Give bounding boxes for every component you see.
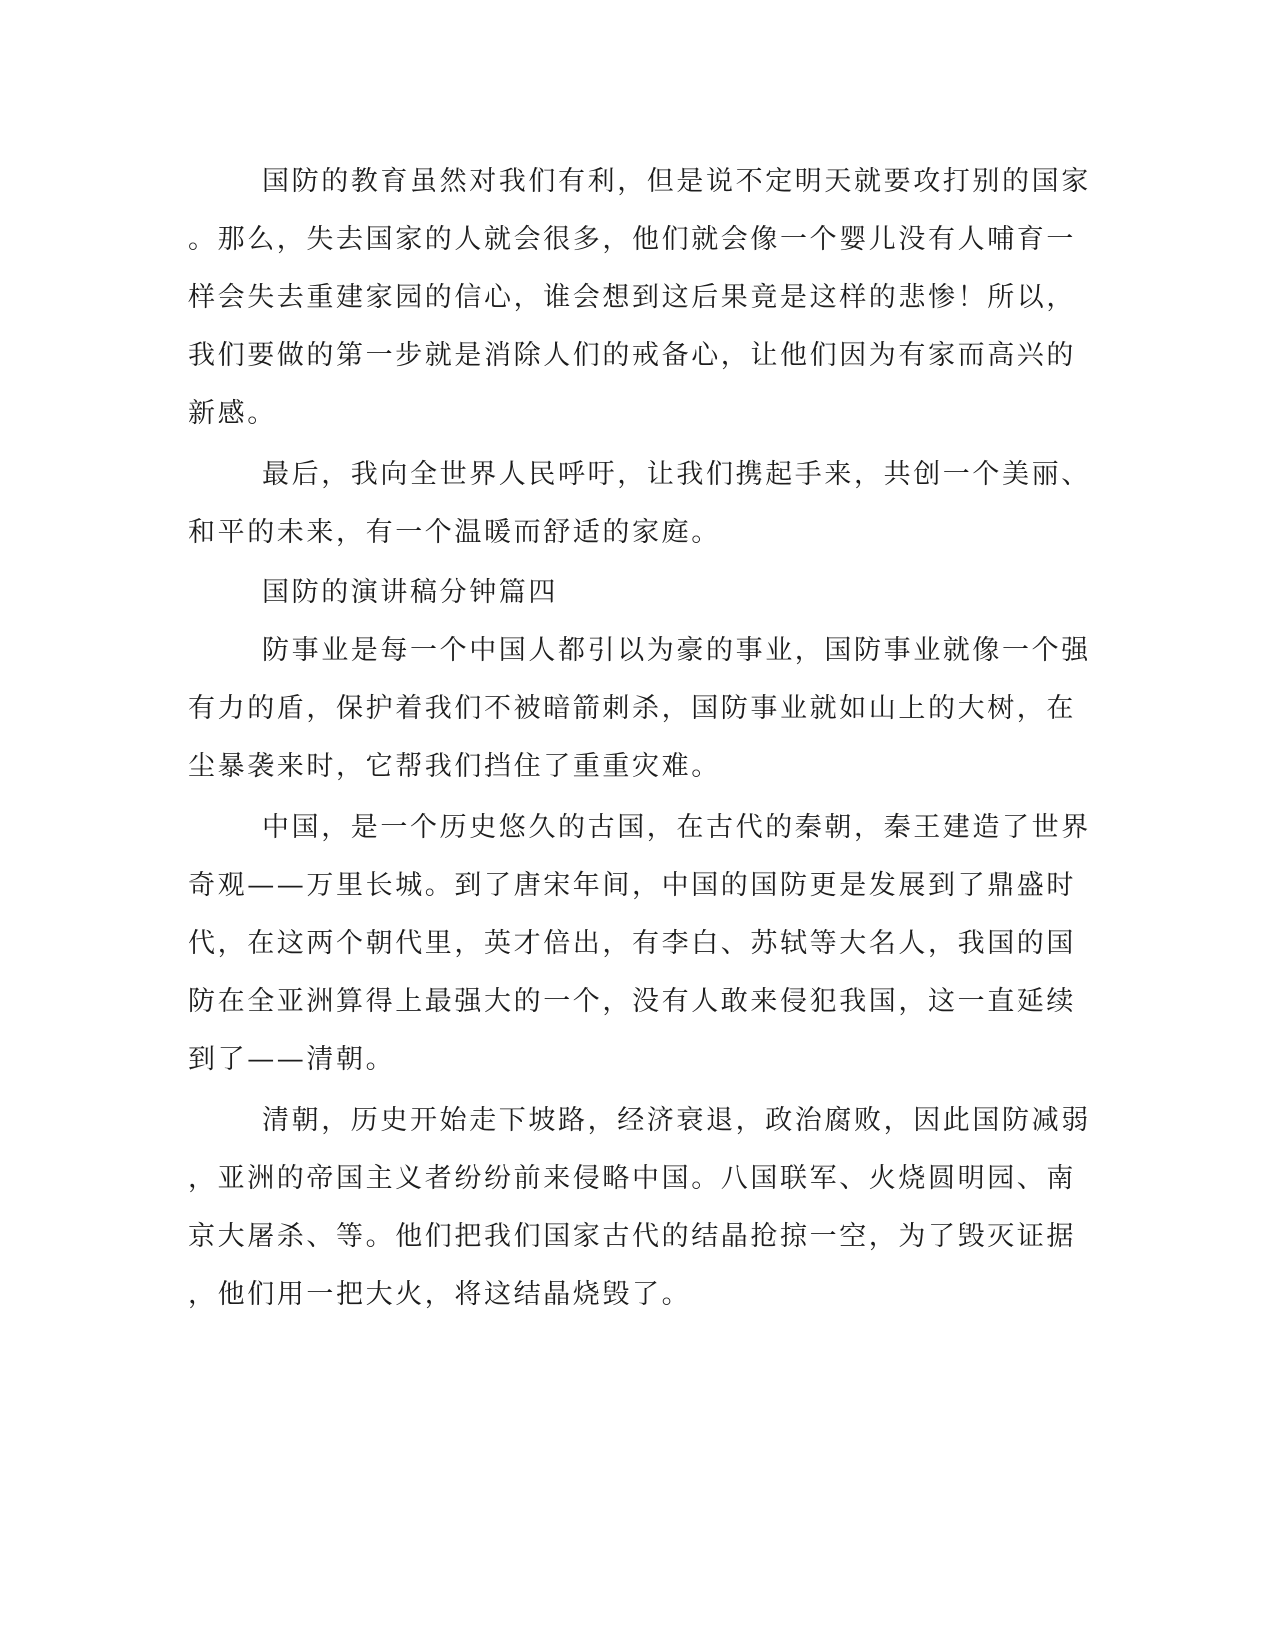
paragraph-1-line-1: 国防的教育虽然对我们有利，但是说不定明天就要攻打别的国家 (262, 166, 1091, 197)
section-heading: 国防的演讲稿分钟篇四 (262, 577, 558, 608)
paragraph-5-line-4: ，他们用一把大火，将这结晶烧毁了。 (188, 1279, 692, 1310)
paragraph-3-line-1: 防事业是每一个中国人都引以为豪的事业，国防事业就像一个强 (262, 635, 1091, 666)
paragraph-1-line-2: 。那么，失去国家的人就会很多，他们就会像一个婴儿没有人哺育一 (188, 224, 1076, 255)
paragraph-5-line-2: ，亚洲的帝国主义者纷纷前来侵略中国。八国联军、火烧圆明园、南 (188, 1163, 1076, 1194)
paragraph-4-line-1: 中国，是一个历史悠久的古国，在古代的秦朝，秦王建造了世界 (262, 812, 1091, 843)
paragraph-1-line-5: 新感。 (188, 398, 277, 429)
paragraph-3-line-3: 尘暴袭来时，它帮我们挡住了重重灾难。 (188, 751, 721, 782)
paragraph-1-line-3: 样会失去重建家园的信心，谁会想到这后果竟是这样的悲惨！所以， (188, 282, 1076, 313)
paragraph-4-line-2: 奇观——万里长城。到了唐宋年间，中国的国防更是发展到了鼎盛时 (188, 870, 1076, 901)
paragraph-5-line-3: 京大屠杀、等。他们把我们国家古代的结晶抢掠一空，为了毁灭证据 (188, 1221, 1076, 1252)
paragraph-1-line-4: 我们要做的第一步就是消除人们的戒备心，让他们因为有家而高兴的 (188, 340, 1076, 371)
paragraph-5-line-1: 清朝，历史开始走下坡路，经济衰退，政治腐败，因此国防减弱 (262, 1105, 1091, 1136)
paragraph-4-line-5: 到了——清朝。 (188, 1044, 396, 1075)
paragraph-2-line-1: 最后，我向全世界人民呼吁，让我们携起手来，共创一个美丽、 (262, 459, 1091, 490)
paragraph-2-line-2: 和平的未来，有一个温暖而舒适的家庭。 (188, 517, 721, 548)
paragraph-4-line-4: 防在全亚洲算得上最强大的一个，没有人敢来侵犯我国，这一直延续 (188, 986, 1076, 1017)
paragraph-4-line-3: 代，在这两个朝代里，英才倍出，有李白、苏轼等大名人，我国的国 (188, 928, 1076, 959)
paragraph-3-line-2: 有力的盾，保护着我们不被暗箭刺杀，国防事业就如山上的大树，在 (188, 693, 1076, 724)
